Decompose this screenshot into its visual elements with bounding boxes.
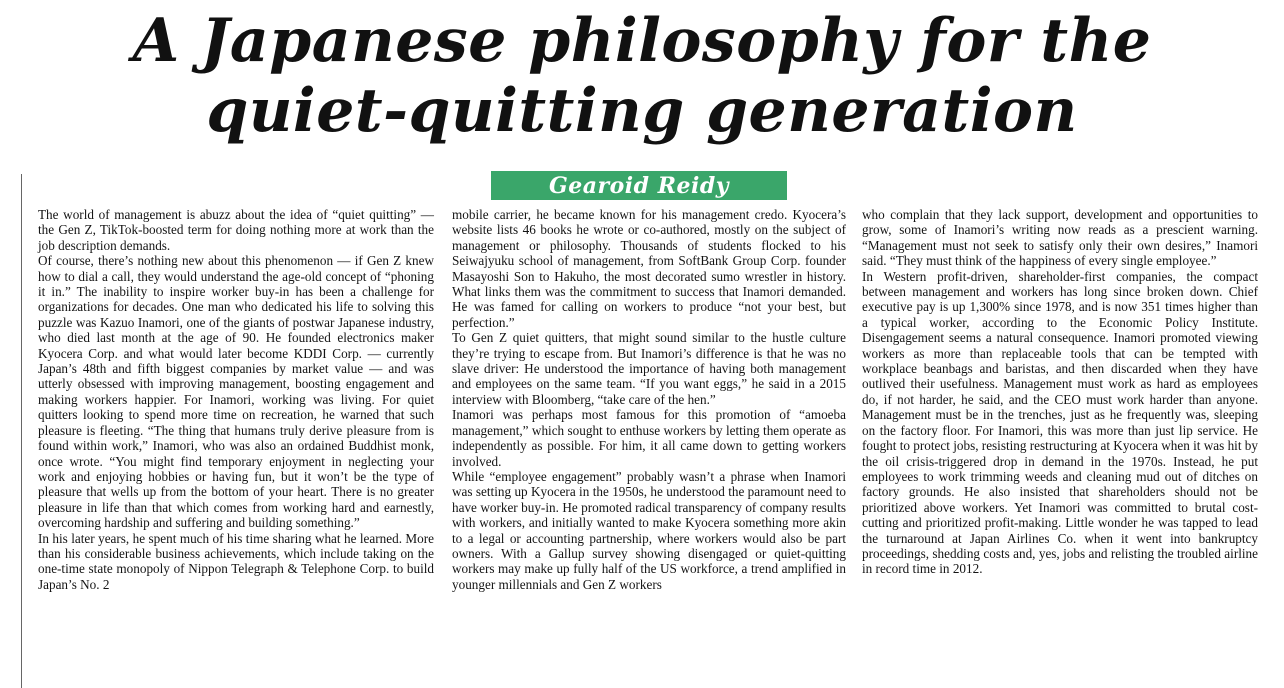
paragraph: To Gen Z quiet quitters, that might sound similar to the hustle culture they’re trying to escape from. But Inamori’s difference is that he was no slave driver: He understood the importance of having both management and employees on the same team. “If you want eggs,” he said in a 2015 interview with Bloomberg, “take care of the hen.” (452, 330, 846, 407)
paragraph: The world of management is abuzz about the idea of “quiet quitting” — the Gen Z, TikTok-boosted term for doing nothing more at work than the job description demands. (38, 207, 434, 253)
headline (0, 6, 1284, 146)
paragraph: Inamori was perhaps most famous for this promotion of “amoeba management,” which sought to enthuse workers by letting them operate as independently as possible. For him, it all came down to getting workers involved. (452, 407, 846, 469)
article-column-1 (38, 207, 434, 592)
paragraph: mobile carrier, he became known for his management credo. Kyocera’s website lists 46 books he wrote or co-authored, mostly on the subject of management or philosophy. Thousands of students flocked to his Seiwajyuku school of management, from SoftBank Group Corp. founder Masayoshi Son to Hakuho, the most decorated sumo wrestler in history. What links them was the commitment to success that Inamori demanded. He was famed for calling on workers to produce “not your best, but perfection.” (452, 207, 846, 330)
byline-banner (491, 171, 787, 200)
paragraph: Of course, there’s nothing new about this phenomenon — if Gen Z knew how to dial a call, they would understand the age-old concept of “phoning it in.” The inability to inspire worker buy-in has been a challenge for organizations for decades. One man who dedicated his life to solving this puzzle was Kazuo Inamori, one of the giants of postwar Japanese industry, who died last month at the age of 90. He founded electronics maker Kyocera Corp. and what would later become KDDI Corp. — currently Japan’s 48th and fifth biggest companies by market value — and was utterly obsessed with improving management, boosting engagement and making workers happier. For Inamori, working was living. For quiet quitters looking to spend more time on recreation, he warned that such pleasure is fleeting. “The thing that humans truly derive pleasure from is found within work,” Inamori, who was also an ordained Buddhist monk, once wrote. “You might find temporary enjoyment in neglecting your work and enjoying hobbies or having fun, but it won’t be the type of pleasure that wells up from the bottom of your heart. There is no greater pleasure in life than that which comes from working hard and earnestly, overcoming hardship and suffering and building something.” (38, 253, 434, 531)
headline-line-1: A Japanese philosophy for the (132, 6, 1152, 76)
paragraph: In his later years, he spent much of his time sharing what he learned. More than his considerable business achievements, which include taking on the one-time state monopoly of Nippon Telegraph & Telephone Corp. to build Japan’s No. 2 (38, 530, 434, 592)
column-rule (21, 174, 22, 688)
article-column-2 (452, 207, 846, 592)
headline-line-2: quiet-quitting generation (206, 76, 1078, 146)
article-column-3 (862, 207, 1258, 577)
paragraph: In Western profit-driven, shareholder-first companies, the compact between management and workers has long since broken down. Chief executive pay is up 1,300% since 1978, and is now 351 times higher than a typical worker, according to the Economic Policy Institute. Disengagement seems a natural consequence. Inamori promoted viewing workers as more than replaceable tools that can be tempted with workplace beanbags and baristas, and then discarded when they have outlived their usefulness. Management must work as hard as employees do, if not harder, he said, and the CEO must work harder than anyone. Management must be in the trenches, just as he frequently was, sleeping on the factory floor. For Inamori, this was more than just lip service. He fought to protect jobs, resisting restructuring at Kyocera when it was hit by the oil crisis-triggered drop in demand in the 1970s. Instead, he put employees to work trimming weeds and cleaning mud out of ditches on factory grounds. He also insisted that shareholders should not be prioritized above workers. Yet Inamori was committed to brutal cost-cutting and prioritized profit-making. Little wonder he was tapped to lead the turnaround at Japan Airlines Co. when it went into bankruptcy proceedings, shedding costs and, yes, jobs and relisting the troubled airline in record time in 2012. (862, 268, 1258, 577)
byline: Gearoid Reidy (548, 172, 729, 199)
paragraph: who complain that they lack support, development and opportunities to grow, some of Inamori’s writing now reads as a prescient warning. “Management must not seek to satisfy only their own desires,” Inamori said. “They must think of the happiness of every single employee.” (862, 207, 1258, 269)
paragraph: While “employee engagement” probably wasn’t a phrase when Inamori was setting up Kyocera in the 1950s, he understood the paramount need to have worker buy-in. He promoted radical transparency of company results with workers, and initially wanted to make Kyocera something more akin to a legal or accounting partnership, where workers would also be part owners. With a Gallup survey showing disengaged or quiet-quitting workers may make up fully half of the US workforce, a trend amplified in younger millennials and Gen Z workers (452, 468, 846, 592)
